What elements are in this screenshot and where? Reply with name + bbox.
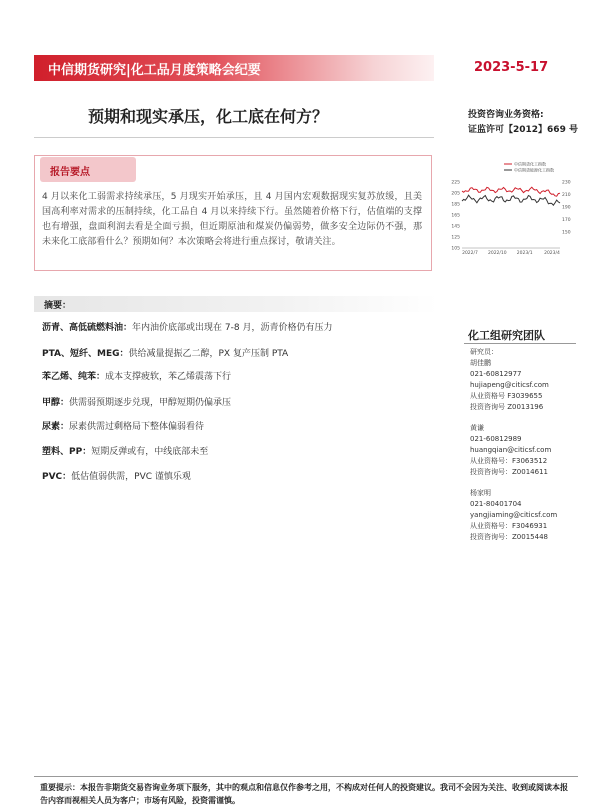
abstract-item: [42, 346, 288, 359]
member-email[interactable]: yangjiaming@citicsf.com: [470, 511, 558, 519]
abstract-item-text: 供需弱预期逐步兑现，甲醇短期仍偏承压: [69, 398, 232, 408]
y-left-tick-label: 165: [451, 213, 460, 219]
report-date: 2023-5-17: [474, 60, 549, 75]
x-tick-label: 2023/4: [544, 251, 560, 256]
y-right-tick-label: 190: [562, 205, 571, 211]
legend-label: 中信期货化工指数: [514, 161, 546, 167]
abstract-item-title: 塑料、PP：: [42, 447, 92, 457]
summary-tab-label: 报告要点: [50, 167, 90, 178]
member-phone: 021-80401704: [470, 500, 522, 508]
abstract-label: 摘要：: [44, 301, 72, 311]
abstract-item-title: PTA、短纤、MEG：: [42, 349, 129, 359]
y-left-tick-label: 105: [451, 246, 460, 252]
report-banner: [34, 55, 434, 81]
banner-title: 中信期货研究|化工品月度策略会纪要: [48, 63, 261, 78]
member-license: 从业资格号：F3063512: [470, 457, 548, 465]
researcher-label: 研究员：: [470, 348, 498, 356]
disclaimer-text: 重要提示：本报告非期货交易咨询业务项下服务，其中的观点和信息仅作参考之用，不构成对任何人的投资建议。我司不会因为关注、收到或阅读本报告内容而视相关人员为客户；市场有风险，投资需谨慎。: [40, 783, 568, 805]
index-mini-chart: [446, 160, 576, 260]
abstract-bar: [34, 296, 438, 312]
y-left-tick-label: 205: [451, 191, 460, 197]
member-license: 投资咨询号：Z0015448: [470, 533, 548, 541]
abstract-item-title: 苯乙烯、纯苯：: [42, 372, 106, 382]
qualification-block: [468, 108, 578, 138]
abstract-item: [42, 419, 204, 432]
member-license: 从业资格号：F3046931: [470, 522, 548, 530]
y-right-tick-label: 170: [562, 218, 571, 223]
spacer: [470, 413, 557, 423]
abstract-item-text: 供给减量提振乙二醇，PX 复产压制 PTA: [128, 349, 289, 359]
abstract-item-title: 甲醇：: [42, 398, 70, 408]
abstract-item-text: 短期反弹或有，中线底部未至: [91, 447, 209, 457]
abstract-item-text: 成本支撑疲软，苯乙烯震荡下行: [105, 372, 232, 382]
team-divider: [464, 343, 576, 344]
x-tick-label: 2023/1: [516, 251, 533, 256]
member-name: 杨家明: [470, 489, 491, 497]
abstract-item: [42, 395, 231, 408]
team-contacts: [470, 347, 557, 543]
legend-label: 中信期货能源化工指数: [514, 167, 554, 173]
member-phone: 021-60812989: [470, 435, 522, 443]
y-left-tick-label: 225: [451, 180, 460, 186]
member-license: 投资咨询号：Z0014611: [470, 468, 548, 476]
spacer: [470, 478, 557, 488]
x-tick-label: 2022/7: [462, 251, 478, 256]
chart-series-1-line: [462, 187, 560, 196]
y-left-tick-label: 185: [451, 202, 460, 208]
y-right-tick-label: 210: [562, 193, 571, 198]
member-phone: 021-60812977: [470, 370, 522, 378]
abstract-item: [42, 369, 231, 382]
footer-divider: [34, 776, 578, 777]
abstract-item-title: 尿素：: [42, 422, 70, 432]
page-title: 预期和现实承压，化工底在何方？: [88, 107, 329, 126]
abstract-item-text: 尿素供需过剩格局下整体偏弱看待: [69, 422, 205, 432]
member-email[interactable]: huangqian@citicsf.com: [470, 446, 552, 454]
summary-tab: [40, 157, 136, 182]
member-name: 黄谦: [470, 424, 484, 432]
abstract-item-text: 低估值弱供需，PVC 谨慎乐观: [71, 472, 191, 482]
abstract-item: [42, 469, 191, 482]
title-divider: [34, 137, 434, 138]
abstract-item-title: 沥青、高低硫燃料油：: [42, 323, 133, 333]
member-name: 胡佳鹏: [470, 359, 491, 367]
abstract-item: [42, 320, 332, 333]
abstract-item: [42, 444, 208, 457]
team-title: 化工组研究团队: [468, 329, 545, 342]
y-right-tick-label: 230: [562, 180, 571, 186]
x-tick-label: 2022/10: [487, 251, 507, 256]
member-license: 从业资格号 F3039655: [470, 392, 543, 400]
y-left-tick-label: 145: [451, 224, 460, 230]
y-left-tick-label: 125: [451, 235, 460, 241]
abstract-item-text: 年内油价底部或出现在 7-8 月，沥青价格仍有压力: [132, 323, 333, 333]
abstract-item-title: PVC：: [42, 472, 72, 482]
member-email[interactable]: hujiapeng@citicsf.com: [470, 381, 549, 389]
y-right-tick-label: 150: [562, 230, 571, 236]
chart-series-2-line: [462, 195, 560, 205]
qualification-line-1: 投资咨询业务资格:: [468, 110, 544, 120]
qualification-line-2: 证监许可【2012】669 号: [468, 125, 578, 135]
member-license: 投资咨询号 Z0013196: [470, 403, 544, 411]
summary-text: 4 月以来化工弱需求持续承压，5 月现实开始承压，且 4 月国内宏观数据现实复苏放缓，且美国高利率对需求的压制持续，化工品自 4 月以来持续下行。虽然随着价格下行，估值端的支撑也有增强，盘面利润去看是全面亏损，但近期原油和煤炭仍偏弱势，做多安全边际仍不强，那未来化工底部看什么？预期如何？本次策略会将进行重点探讨，敬请关注。: [42, 192, 422, 247]
